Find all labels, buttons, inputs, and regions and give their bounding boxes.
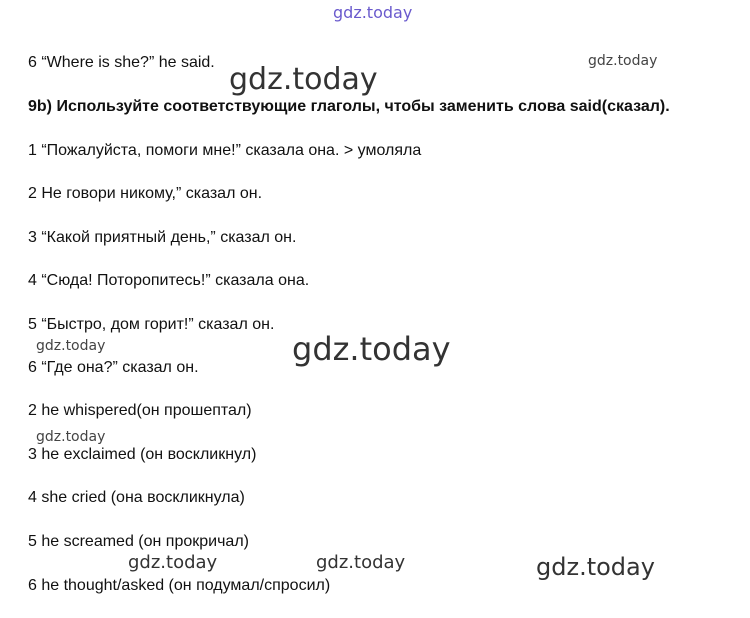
pre-item-6: 6 “Where is she?” he said. [28, 54, 215, 71]
watermark: gdz.today [588, 53, 658, 69]
question-3: 3 “Какой приятный день,” сказал он. [28, 229, 297, 246]
watermark: gdz.today [229, 62, 378, 97]
watermark: gdz.today [316, 552, 406, 573]
answer-4: 4 she cried (она воскликнула) [28, 489, 245, 506]
answer-6: 6 he thought/asked (он подумал/спросил) [28, 577, 331, 594]
question-4: 4 “Сюда! Поторопитесь!” сказала она. [28, 272, 310, 289]
answer-3: 3 he exclaimed (он воскликнул) [28, 446, 257, 463]
answer-5: 5 he screamed (он прокричал) [28, 533, 249, 550]
question-5: 5 “Быстро, дом горит!” сказал он. [28, 316, 275, 333]
question-2: 2 Не говори никому,” сказал он. [28, 185, 263, 202]
watermark: gdz.today [36, 338, 106, 354]
question-6: 6 “Где она?” сказал он. [28, 359, 199, 376]
watermark: gdz.today [128, 552, 218, 573]
question-1: 1 “Пожалуйста, помоги мне!” сказала она. > умоляла [28, 142, 422, 159]
watermark-top: gdz.today [333, 3, 413, 22]
watermark: gdz.today [36, 429, 106, 445]
watermark: gdz.today [536, 553, 655, 581]
answer-2: 2 he whispered(он прошептал) [28, 402, 252, 419]
watermark: gdz.today [292, 330, 451, 368]
exercise-heading: 9b) Используйте соответствующие глаголы, чтобы заменить слова said(сказал). [28, 98, 670, 115]
